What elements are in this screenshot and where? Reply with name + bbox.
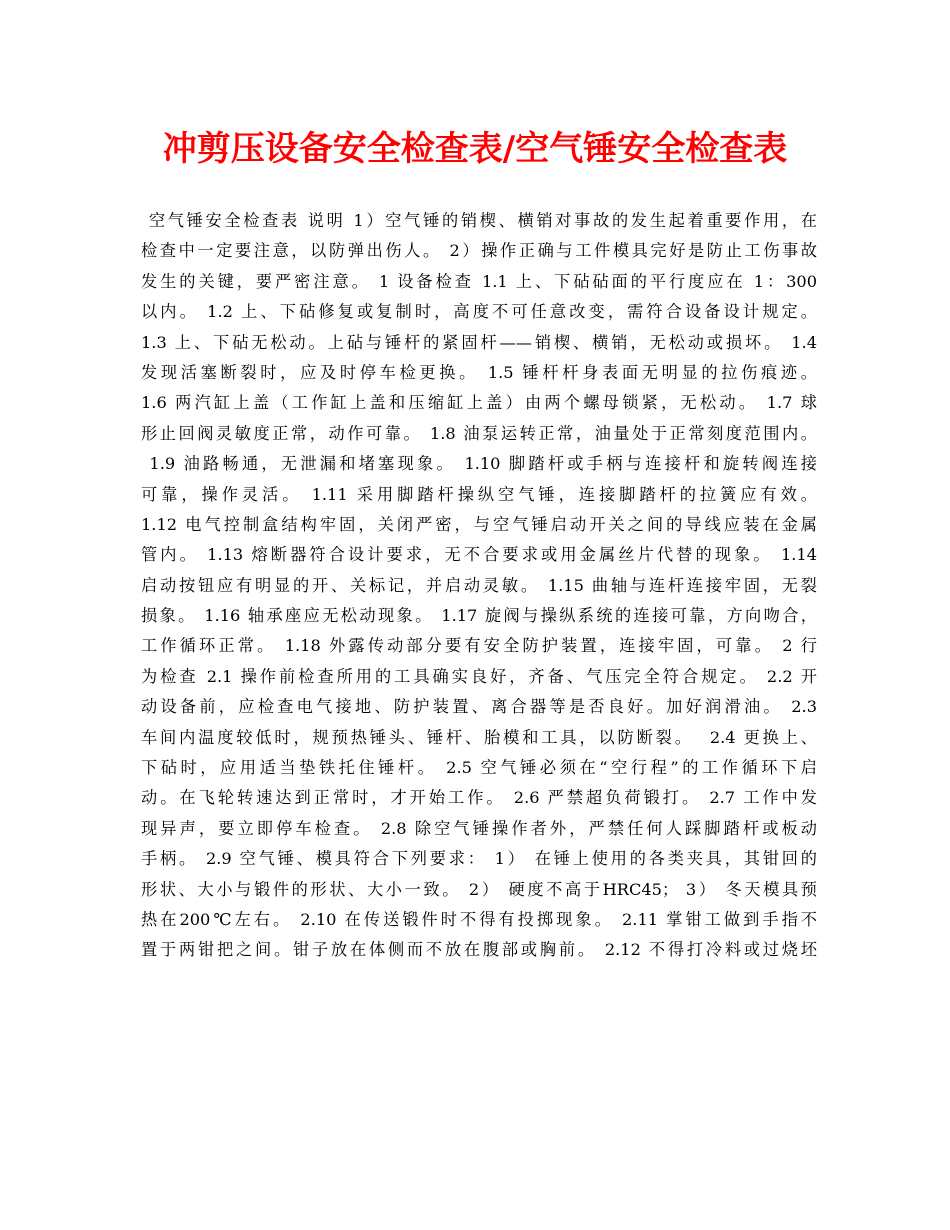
body-line: 1.9 油路畅通，无泄漏和堵塞现象。 1.10 脚踏杆或手柄与连接杆和旋转阀连接 — [141, 454, 817, 474]
body-line: 可靠，操作灵活。 1.11 采用脚踏杆操纵空气锤，连接脚踏杆的拉簧应有效。 — [141, 484, 817, 504]
body-line: 检查中一定要注意，以防弹出伤人。 2）操作正确与工件模具完好是防止工伤事故 — [141, 241, 817, 261]
body-line: 手柄。 2.9 空气锤、模具符合下列要求： 1） 在锤上使用的各类夹具，其钳回的 — [141, 849, 817, 869]
body-line: 热在200℃左右。 2.10 在传送锻件时不得有投掷现象。 2.11 掌钳工做到手指不 — [141, 909, 817, 929]
document-title: 冲剪压设备安全检查表/空气锤安全检查表 — [162, 129, 788, 169]
body-line: 1.3 上、下砧无松动。上砧与锤杆的紧固杆——销楔、横销，无松动或损坏。 1.4 — [141, 332, 817, 352]
body-line: 动设备前，应检查电气接地、防护装置、离合器等是否良好。加好润滑油。 2.3 — [141, 697, 817, 717]
body-line: 为检查 2.1 操作前检查所用的工具确实良好，齐备、气压完全符合规定。 2.2 开 — [141, 666, 817, 686]
body-line: 损象。 1.16 轴承座应无松动现象。 1.17 旋阀与操纵系统的连接可靠，方向吻合， — [141, 606, 817, 626]
body-line: 现异声，要立即停车检查。 2.8 除空气锤操作者外，严禁任何人踩脚踏杆或板动 — [141, 818, 817, 838]
body-line: 动。在飞轮转速达到正常时，才开始工作。 2.6 严禁超负荷锻打。 2.7 工作中发 — [141, 788, 817, 808]
body-line: 1.12 电气控制盒结构牢固，关闭严密，与空气锤启动开关之间的导线应装在金属 — [141, 514, 817, 534]
body-line: 车间内温度较低时，规预热锤头、锤杆、胎模和工具，以防断裂。 2.4 更换上、 — [141, 727, 817, 747]
body-line: 空气锤安全检查表 说明 1）空气锤的销楔、横销对事故的发生起着重要作用，在 — [141, 211, 817, 230]
body-line: 管内。 1.13 熔断器符合设计要求，无不合要求或用金属丝片代替的现象。 1.14 — [141, 545, 817, 565]
body-line: 工作循环正常。 1.18 外露传动部分要有安全防护装置，连接牢固，可靠。 2 行 — [141, 636, 817, 656]
body-line: 以内。 1.2 上、下砧修复或复制时，高度不可任意改变，需符合设备设计规定。 — [141, 302, 817, 322]
body-line: 启动按钮应有明显的开、关标记，并启动灵敏。 1.15 曲轴与连杆连接牢固，无裂 — [141, 575, 817, 595]
body-line: 发生的关键，要严密注意。 1 设备检查 1.1 上、下砧砧面的平行度应在 1：300 — [141, 271, 817, 291]
document-body — [141, 206, 817, 966]
body-line: 形状、大小与锻件的形状、大小一致。 2） 硬度不高于HRC45； 3） 冬天模具预 — [141, 879, 817, 899]
body-line: 形止回阀灵敏度正常，动作可靠。 1.8 油泵运转正常，油量处于正常刻度范围内。 — [141, 423, 817, 443]
body-line: 1.6 两汽缸上盖（工作缸上盖和压缩缸上盖）由两个螺母锁紧，无松动。 1.7 球 — [141, 393, 817, 413]
body-line: 发现活塞断裂时，应及时停车检更换。 1.5 锤杆杆身表面无明显的拉伤痕迹。 — [141, 362, 817, 382]
body-line: 下砧时，应用适当垫铁托住锤杆。 2.5 空气锤必须在“空行程”的工作循环下启 — [141, 758, 817, 778]
body-line: 置于两钳把之间。钳子放在体侧而不放在腹部或胸前。 2.12 不得打冷料或过烧坯 — [141, 940, 817, 960]
